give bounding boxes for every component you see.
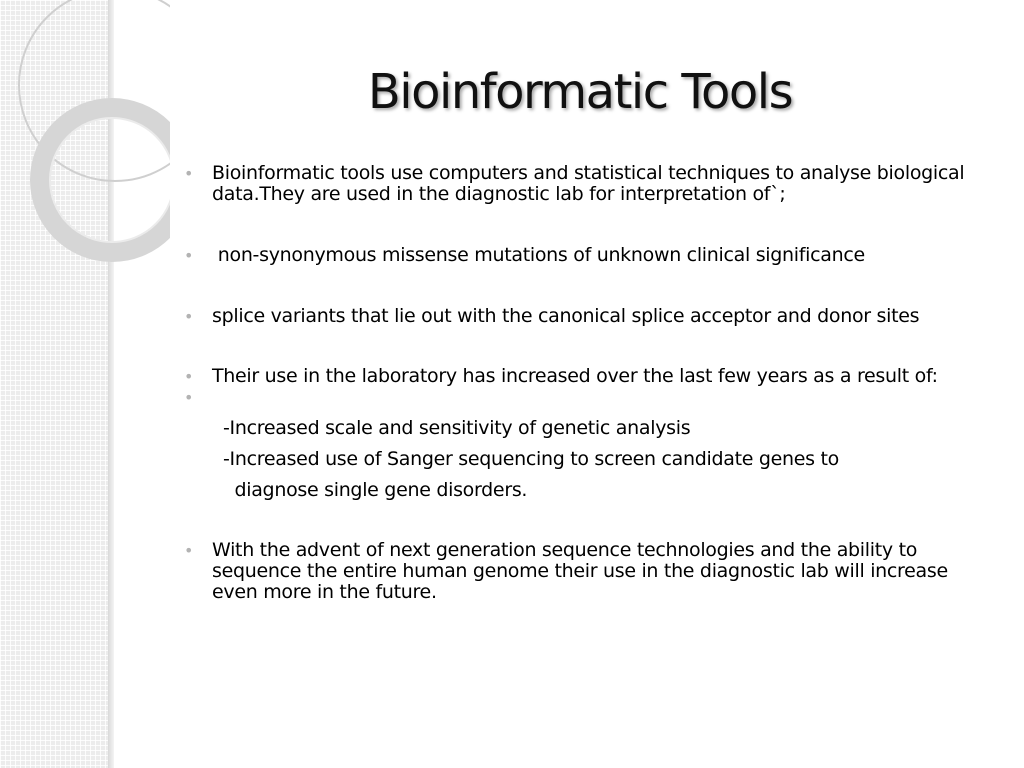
bullet-text: Bioinformatic tools use computers and statistical techniques to analyse biological data.They are used in the diagnostic lab for interpretation of`; bbox=[212, 162, 971, 205]
bullet-text: splice variants that lie out with the canonical splice acceptor and donor sites bbox=[212, 305, 920, 327]
bullet-dot-icon: • bbox=[184, 388, 194, 407]
bullet-dot-icon: • bbox=[184, 246, 194, 265]
bullet-item-empty bbox=[180, 387, 980, 408]
decorative-arcs bbox=[0, 0, 170, 300]
bullet-dot-icon: • bbox=[184, 367, 194, 386]
slide-title: Bioinformatic Tools bbox=[367, 64, 793, 120]
bullet-dot-icon: • bbox=[184, 164, 194, 183]
bullet-item bbox=[180, 540, 980, 603]
slide-body bbox=[180, 163, 980, 603]
bullet-item bbox=[180, 306, 980, 327]
bullet-text: With the advent of next generation sequence technologies and the ability to sequence the entire human genome their use in the diagnostic lab will increase even more in the future. bbox=[212, 539, 954, 603]
bullet-text: non-synonymous missense mutations of unknown clinical significance bbox=[212, 244, 865, 266]
bullet-item bbox=[180, 245, 980, 266]
sub-line: diagnose single gene disorders. bbox=[223, 479, 528, 501]
sub-line: -Increased use of Sanger sequencing to screen candidate genes to bbox=[223, 448, 839, 470]
bullet-item bbox=[180, 163, 980, 205]
bullet-text: Their use in the laboratory has increased over the last few years as a result of: bbox=[212, 365, 938, 387]
bullet-dot-icon: • bbox=[184, 307, 194, 326]
bullet-item bbox=[180, 366, 980, 387]
sub-line: -Increased scale and sensitivity of genetic analysis bbox=[223, 417, 691, 439]
bullet-dot-icon: • bbox=[184, 541, 194, 560]
